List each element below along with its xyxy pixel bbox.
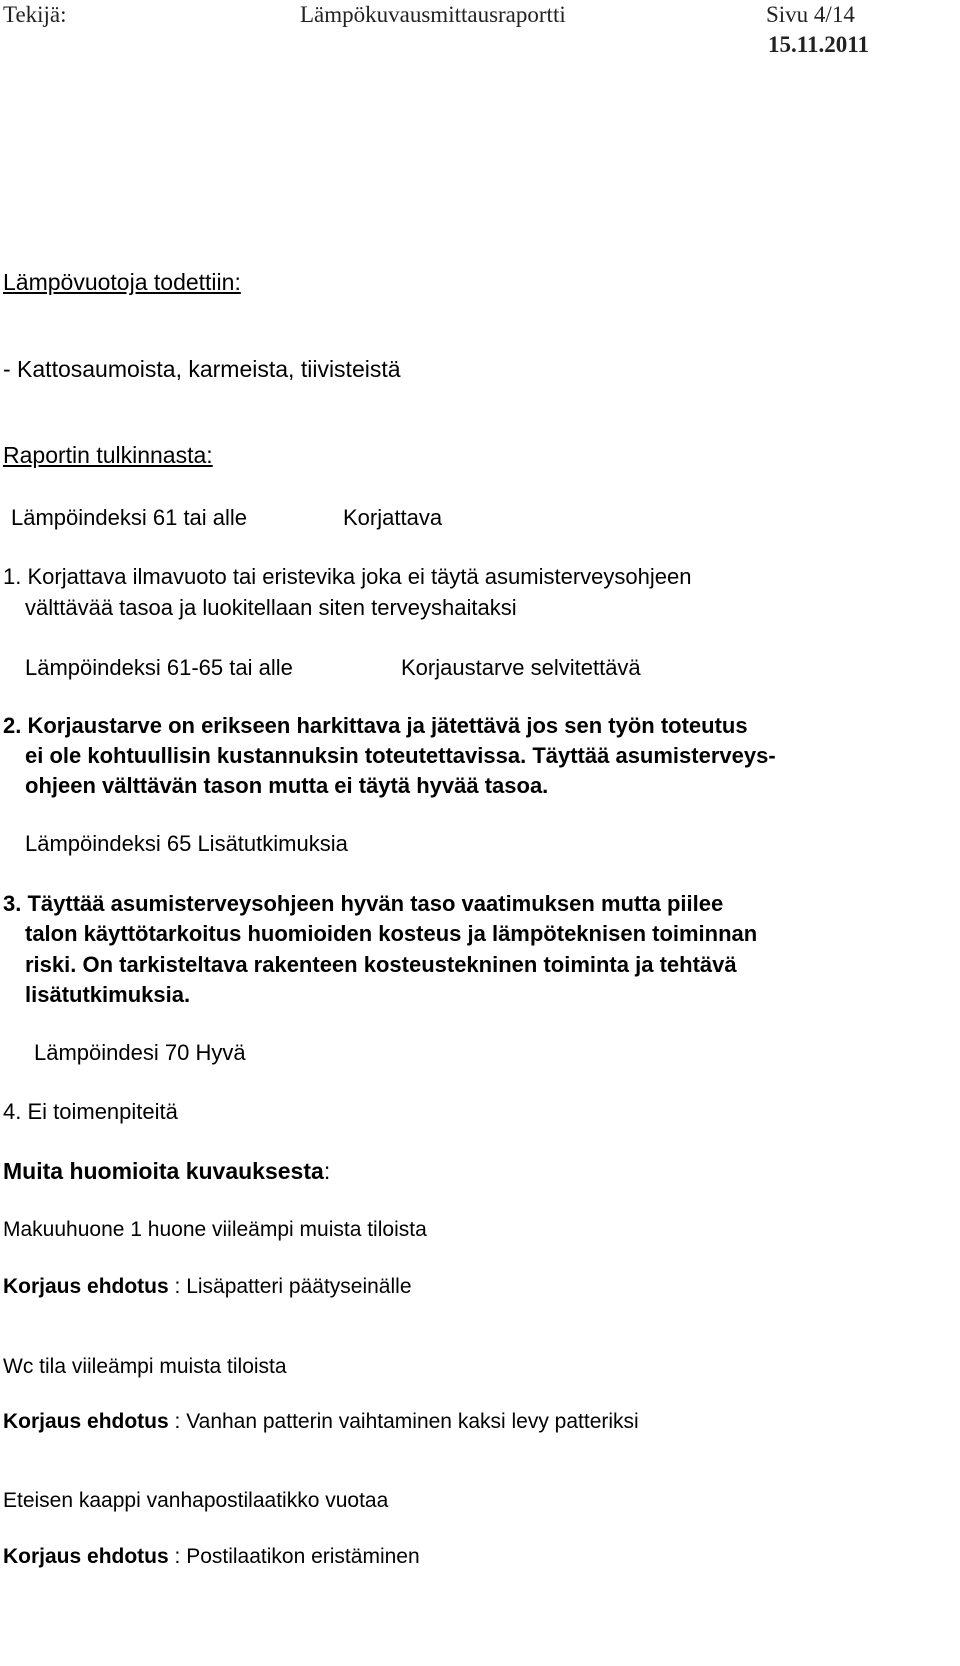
level3-desc-line: lisätutkimuksia. bbox=[25, 982, 191, 1007]
remark-observation: Wc tila viileämpi muista tiloista bbox=[3, 1355, 287, 1378]
level1-status: Korjattava bbox=[343, 505, 443, 530]
fix-text: : Postilaatikon eristäminen bbox=[168, 1545, 420, 1568]
fix-label: Korjaus ehdotus bbox=[3, 1410, 169, 1433]
remarks-heading bbox=[3, 1158, 330, 1185]
level3-index: Lämpöindeksi 65 Lisätutkimuksia bbox=[25, 831, 348, 856]
level1-index: Lämpöindeksi 61 tai alle bbox=[11, 505, 248, 530]
level2-index: Lämpöindeksi 61-65 tai alle bbox=[25, 655, 293, 680]
level1-desc-line: välttävää tasoa ja luokitellaan siten terveyshaitaksi bbox=[25, 595, 517, 620]
remark-fix bbox=[3, 1275, 412, 1299]
remark-fix bbox=[3, 1545, 420, 1569]
fix-label: Korjaus ehdotus bbox=[3, 1545, 169, 1568]
report-date: 15.11.2011 bbox=[768, 32, 869, 57]
fix-label: Korjaus ehdotus bbox=[3, 1275, 169, 1298]
findings-heading: Lämpövuotoja todettiin: bbox=[3, 269, 241, 295]
level3-desc-line: 3. Täyttää asumisterveysohjeen hyvän taso vaatimuksen mutta piilee bbox=[3, 891, 724, 916]
remarks-heading-colon: : bbox=[323, 1158, 331, 1184]
fix-text: : Vanhan patterin vaihtaminen kaksi levy patteriksi bbox=[168, 1410, 639, 1433]
level2-desc-line: ei ole kohtuullisin kustannuksin toteutettavissa. Täyttää asumisterveys- bbox=[25, 743, 776, 768]
level4-index: Lämpöindesi 70 Hyvä bbox=[34, 1040, 246, 1065]
level2-status: Korjaustarve selvitettävä bbox=[401, 655, 641, 680]
author-label: Tekijä: bbox=[3, 2, 67, 27]
page-number: Sivu 4/14 bbox=[766, 2, 855, 27]
remarks-heading-text: Muita huomioita kuvauksesta bbox=[3, 1158, 324, 1184]
remark-fix bbox=[3, 1410, 639, 1434]
level2-desc-line: ohjeen välttävän tason mutta ei täytä hyvää tasoa. bbox=[25, 773, 549, 798]
remark-observation: Eteisen kaappi vanhapostilaatikko vuotaa bbox=[3, 1489, 389, 1512]
level4-desc: 4. Ei toimenpiteitä bbox=[3, 1099, 178, 1124]
findings-item: - Kattosaumoista, karmeista, tiivisteistä bbox=[3, 356, 401, 382]
report-title: Lämpökuvausmittausraportti bbox=[300, 2, 566, 27]
level3-desc-line: talon käyttötarkoitus huomioiden kosteus ja lämpöteknisen toiminnan bbox=[25, 921, 758, 946]
interpretation-heading: Raportin tulkinnasta: bbox=[3, 442, 213, 468]
remark-observation: Makuuhuone 1 huone viileämpi muista tiloista bbox=[3, 1218, 427, 1241]
level2-desc-line: 2. Korjaustarve on erikseen harkittava ja jätettävä jos sen työn toteutus bbox=[3, 713, 748, 738]
level3-desc-line: riski. On tarkisteltava rakenteen kosteustekninen toiminta ja tehtävä bbox=[25, 952, 737, 977]
level1-desc-line: 1. Korjattava ilmavuoto tai eristevika joka ei täytä asumisterveysohjeen bbox=[3, 564, 692, 589]
fix-text: : Lisäpatteri päätyseinälle bbox=[168, 1275, 412, 1298]
